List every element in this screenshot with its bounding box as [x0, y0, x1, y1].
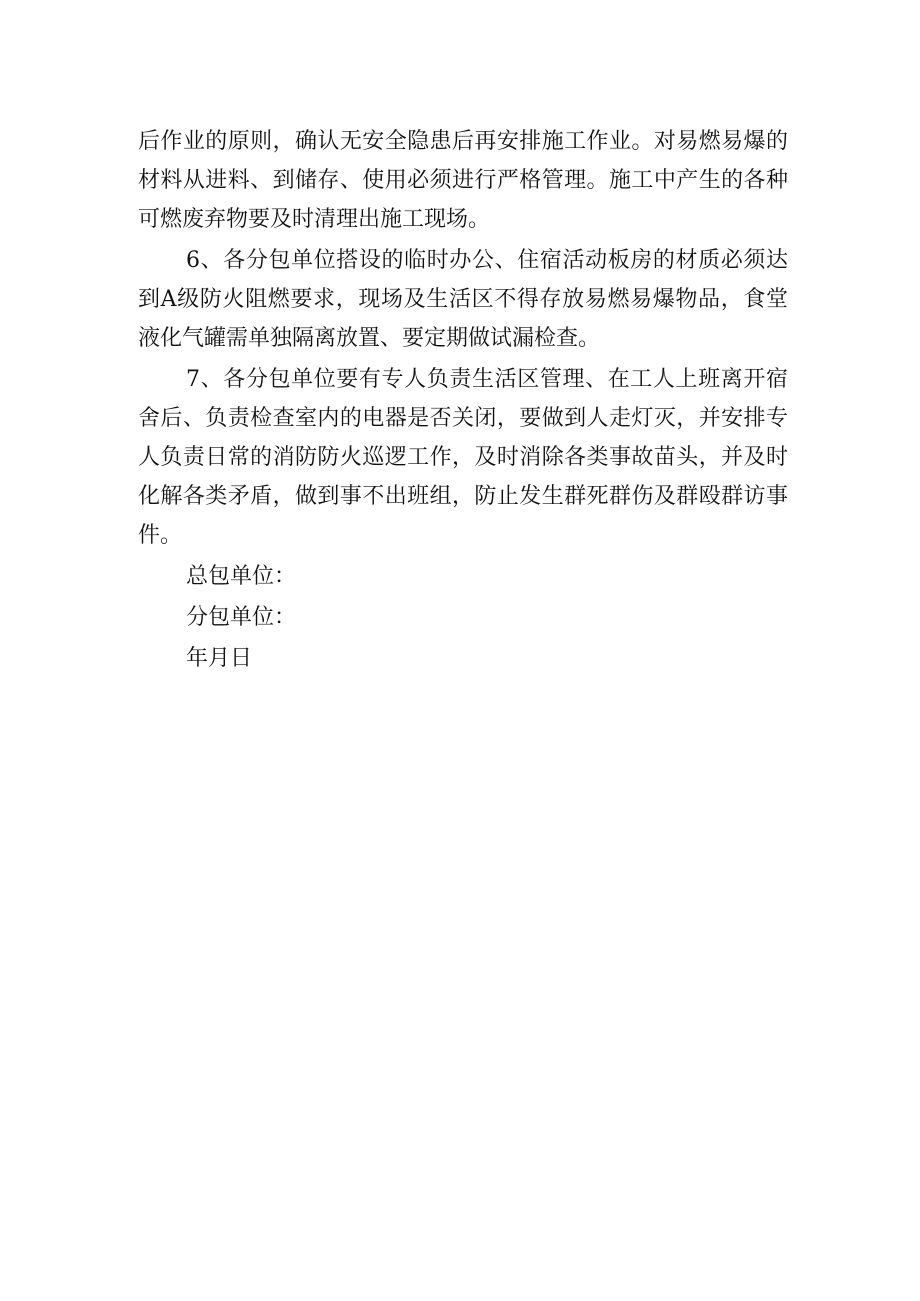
subcontractor-label: 分包单位：: [186, 605, 297, 630]
paragraph-continuation: 后作业的原则，确认无安全隐患后再安排施工作业。对易燃易爆的材料从进料、到储存、使用必须进行严格管理。施工中产生的各种可燃废弃物要及时清理出施工现场。: [138, 129, 788, 232]
date-label: 年月日: [186, 646, 253, 671]
document-body: [138, 122, 788, 680]
general-contractor-label: 总包单位：: [186, 564, 297, 589]
paragraph-item-6: 6、各分包单位搭设的临时办公、住宿活动板房的材质必须达到A级防火阻燃要求，现场及生活区不得存放易燃易爆物品，食堂液化气罐需单独隔离放置、要定期做试漏检查。: [138, 248, 788, 351]
paragraph-item-7: 7、各分包单位要有专人负责生活区管理、在工人上班离开宿舍后、负责检查室内的电器是否关闭，要做到人走灯灭，并安排专人负责日常的消防防火巡逻工作，及时消除各类事故苗头，并及时化解各类矛盾，做到事不出班组，防止发生群死群伤及群殴群访事件。: [138, 367, 788, 548]
